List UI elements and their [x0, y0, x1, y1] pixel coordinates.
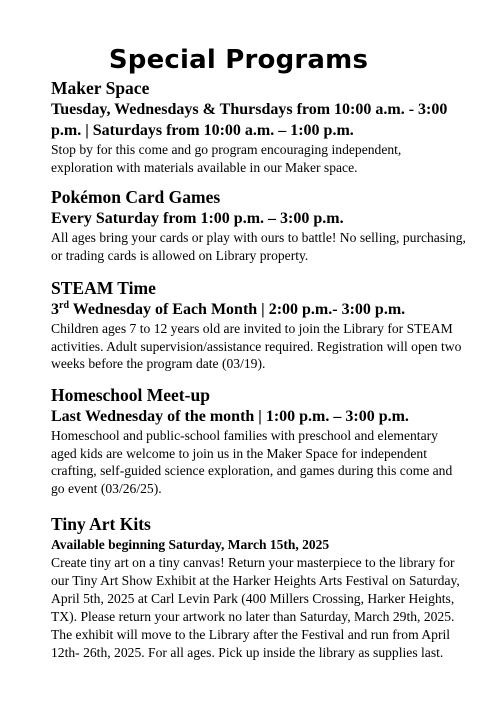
program-tiny-art-kits	[51, 514, 466, 662]
program-description: All ages bring your cards or play with ours to battle! No selling, purchasing, or trading cards is allowed on Library property.	[51, 230, 466, 263]
program-heading: STEAM Time	[51, 278, 156, 298]
program-schedule: Every Saturday from 1:00 p.m. – 3:00 p.m.	[51, 210, 344, 227]
program-description: Children ages 7 to 12 years old are invited to join the Library for STEAM activities. Adult supervision/assistance required. Registration will open two weeks before the program date (03/19).	[51, 321, 462, 372]
schedule-ordinal: 3	[51, 301, 59, 318]
program-heading: Pokémon Card Games	[51, 187, 221, 207]
program-schedule: Available beginning Saturday, March 15th, 2025	[51, 537, 330, 552]
program-homeschool-meetup	[51, 385, 466, 497]
program-description: Homeschool and public-school families with preschool and elementary aged kids are welcome to join us in the Maker Space for independent crafting, self-guided science exploration, and games during this come and go event (03/26/25).	[51, 428, 453, 496]
program-schedule: Tuesday, Wednesdays & Thursdays from 10:00 a.m. - 3:00 p.m. | Saturdays from 10:00 a.m. – 1:00 p.m.	[51, 101, 448, 139]
program-maker-space	[51, 78, 466, 176]
program-description: Stop by for this come and go program encouraging independent, exploration with materials available in our Maker space.	[51, 142, 402, 175]
program-heading: Maker Space	[51, 78, 150, 98]
schedule-ordinal-suffix: rd	[59, 300, 69, 311]
program-schedule	[51, 299, 466, 320]
program-steam-time	[51, 278, 466, 373]
program-heading: Homeschool Meet-up	[51, 385, 210, 405]
program-schedule: Last Wednesday of the month | 1:00 p.m. – 3:00 p.m.	[51, 408, 409, 425]
program-description: Create tiny art on a tiny canvas! Return your masterpiece to the library for our Tiny Art Show Exhibit at the Harker Heights Arts Festival on Saturday, April 5th, 2025 at Carl Levin Park (400 Millers Crossing, Harker Heights, TX). Please return your artwork no later than Saturday, March 29th, 2025. The exhibit will move to the Library after the Festival and run from April 12th- 26th, 2025. For all ages. Pick up inside the library as supplies last.	[51, 555, 460, 660]
program-heading: Tiny Art Kits	[51, 514, 151, 534]
program-pokemon-card-games	[51, 187, 466, 264]
page-title: Special Programs	[108, 45, 369, 75]
schedule-rest: Wednesday of Each Month | 2:00 p.m.- 3:00 p.m.	[69, 301, 406, 318]
